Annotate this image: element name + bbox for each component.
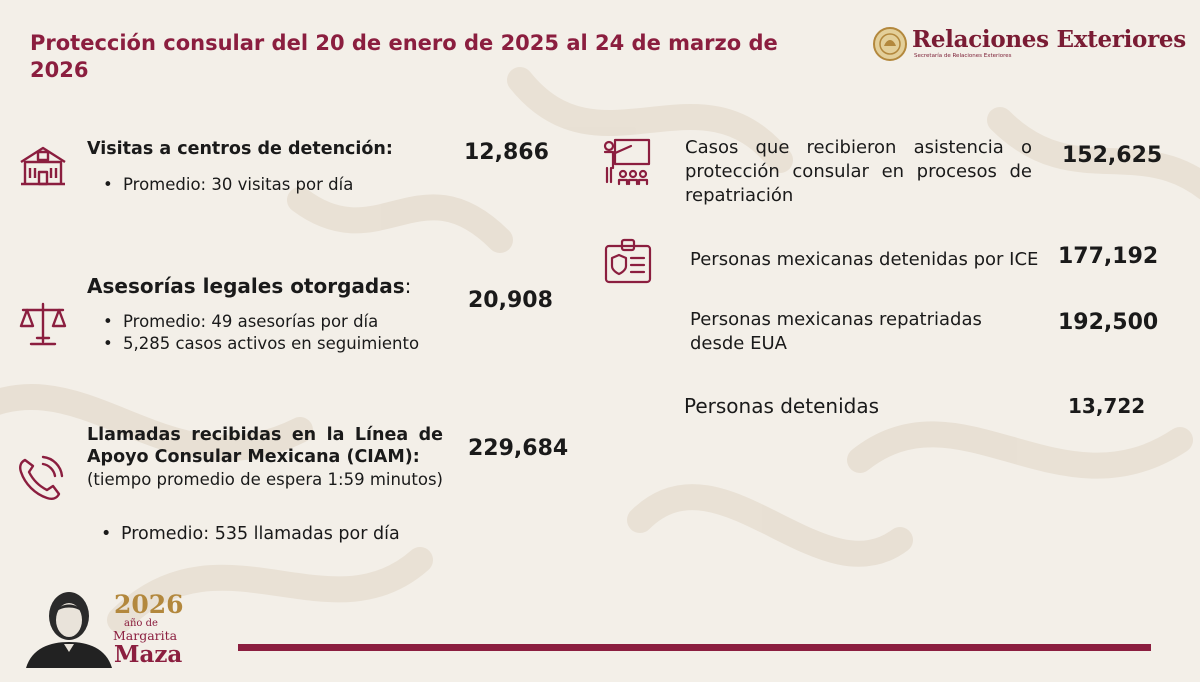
calls-bullet-1: • Promedio: 535 llamadas por día — [121, 523, 400, 545]
legal-value: 20,908 — [468, 288, 553, 313]
phone-icon — [15, 452, 67, 504]
page-title: Protección consular del 20 de enero de 2025 al 24 de marzo de 2026 — [30, 31, 778, 82]
legal-bullet-2: • 5,285 casos activos en seguimiento — [123, 333, 419, 355]
sre-logo — [872, 26, 1186, 66]
footer-year: 2026 — [114, 590, 184, 619]
calls-heading: Llamadas recibidas en la Línea de Apoyo Consular Mexicana (CIAM): — [87, 425, 443, 467]
legal-bullet-1: • Promedio: 49 asesorías por día — [123, 311, 378, 333]
logo-name: Relaciones Exteriores — [912, 26, 1186, 53]
assist-text: Casos que recibieron asistencia o protección consular en procesos de repatriación — [685, 137, 1032, 206]
presentation-icon — [601, 136, 653, 188]
visits-heading: Visitas a centros de detención: — [87, 139, 393, 159]
scales-icon — [17, 298, 69, 350]
footer-name-last: Maza — [114, 641, 183, 668]
detained-ice-text: Personas mexicanas detenidas por ICE — [690, 249, 1039, 270]
id-badge-icon — [602, 236, 654, 288]
footer-name-first: Margarita — [113, 628, 178, 643]
building-icon — [17, 140, 69, 192]
bottom-divider-bar — [238, 644, 1151, 651]
margarita-maza-logo — [26, 586, 196, 668]
legal-heading — [87, 274, 411, 298]
legal-heading-text: Asesorías legales otorgadas — [87, 274, 405, 298]
visits-bullet-1: • Promedio: 30 visitas por día — [123, 174, 353, 196]
footer-small: año de — [124, 618, 158, 629]
repatriated-value: 192,500 — [1058, 310, 1159, 335]
detained-ice-value: 177,192 — [1058, 244, 1159, 269]
visits-value: 12,866 — [464, 140, 549, 165]
assist-value: 152,625 — [1062, 143, 1163, 168]
national-seal-icon — [872, 26, 908, 62]
calls-value: 229,684 — [468, 436, 569, 461]
portrait-icon — [26, 586, 112, 668]
detained-text: Personas detenidas — [684, 394, 879, 418]
repatriated-text: Personas mexicanas repatriadas desde EUA — [690, 309, 982, 354]
legal-heading-colon: : — [404, 274, 412, 298]
detained-value: 13,722 — [1068, 394, 1146, 418]
calls-note: (tiempo promedio de espera 1:59 minutos) — [87, 470, 443, 489]
logo-subtitle: Secretaría de Relaciones Exteriores — [914, 53, 1012, 59]
